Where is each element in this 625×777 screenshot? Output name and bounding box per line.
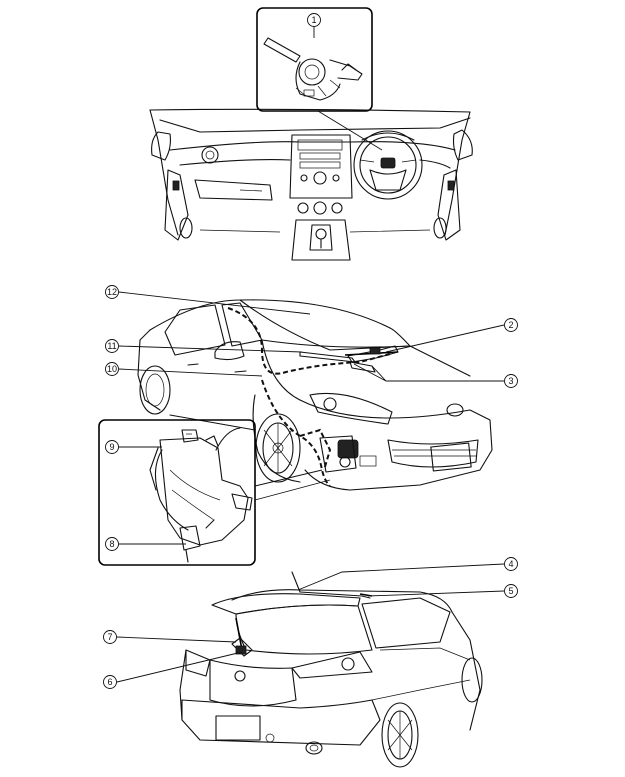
callout-3	[505, 375, 518, 388]
callout-11	[106, 340, 119, 353]
combination-switch-illustration	[264, 38, 362, 100]
rear-car-illustration	[180, 572, 482, 767]
callout-1-label: 1	[311, 15, 317, 25]
callout-4-label: 4	[508, 559, 514, 569]
callout-10-label: 10	[106, 364, 118, 374]
callout-12	[106, 286, 119, 299]
callout-5	[505, 585, 518, 598]
callout-12-label: 12	[106, 287, 118, 297]
dashboard-interior-illustration	[150, 8, 472, 260]
washer-tank-inset	[99, 420, 330, 565]
callout-2-label: 2	[508, 320, 514, 330]
callout-6-label: 6	[107, 677, 113, 687]
callout-2	[505, 319, 518, 332]
callout-8-label: 8	[109, 539, 115, 549]
callout-9-label: 9	[109, 442, 115, 452]
callout-9	[106, 441, 119, 454]
callout-7	[104, 631, 117, 644]
callout-8	[106, 538, 119, 551]
front-car-illustration	[138, 300, 492, 490]
callout-4	[505, 558, 518, 571]
callout-5-label: 5	[508, 586, 514, 596]
washer-tank-inset-box	[99, 420, 255, 565]
callout-3-label: 3	[508, 376, 514, 386]
callout-7-label: 7	[107, 632, 113, 642]
callout-1	[308, 14, 321, 27]
callout-6	[104, 676, 117, 689]
callout-11-label: 11	[107, 341, 117, 351]
callout-10	[106, 363, 119, 376]
